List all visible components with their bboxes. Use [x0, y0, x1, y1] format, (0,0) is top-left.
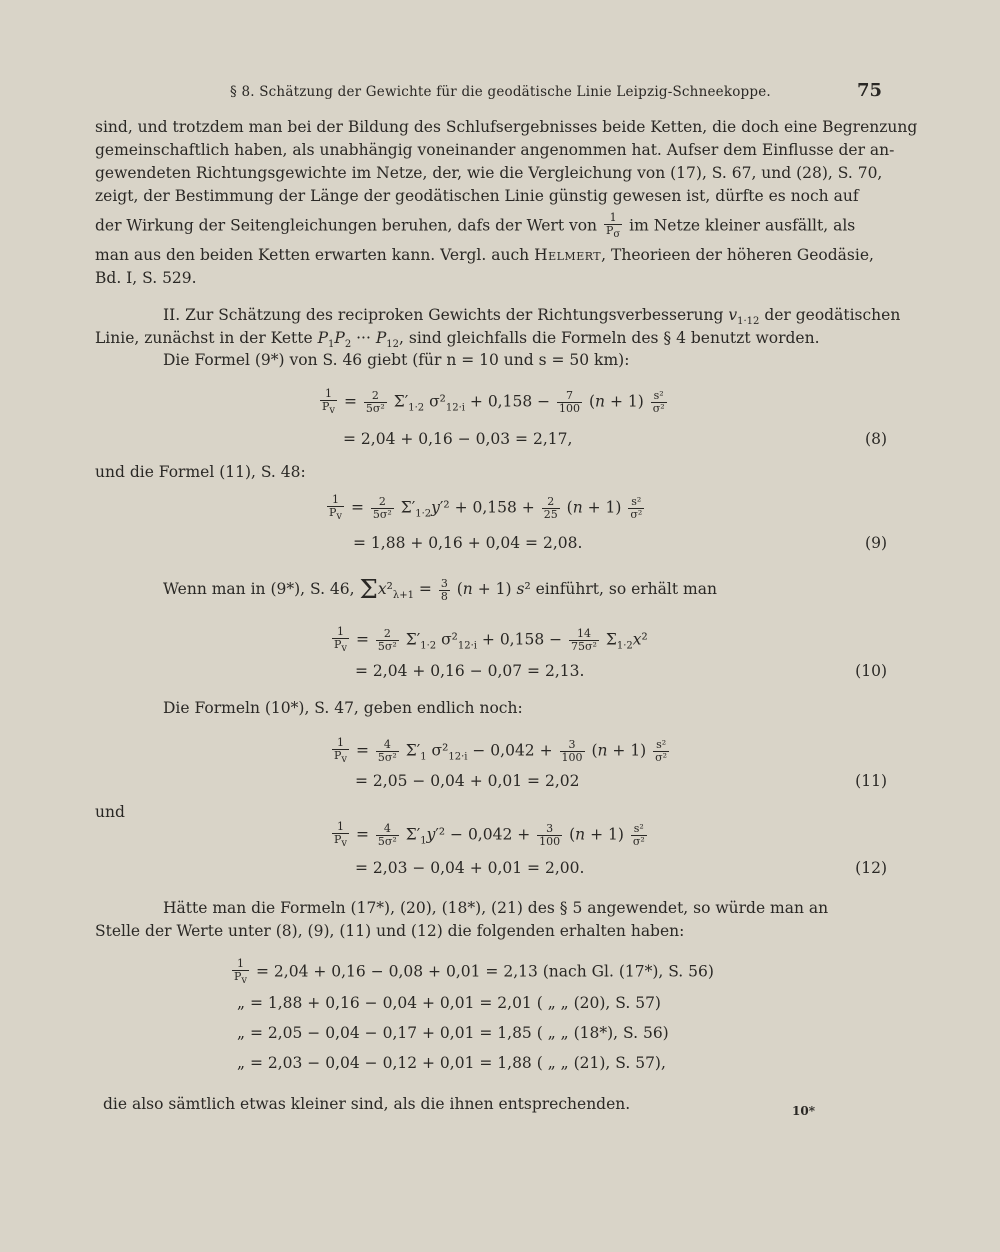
text-formeln-10: Die Formeln (10*), S. 47, geben endlich noch: — [163, 699, 523, 717]
para2-line2: Linie, zunächst in der Kette $P_1P_2$ ··· $P_{12}$, sind gleichfalls die Formeln des § 4 benutzt worden. — [95, 329, 820, 351]
para1-line2: gemeinschaftlich haben, als unabhängig voneinander angenommen hat. Aufser dem Einflusse der an- — [95, 141, 895, 159]
fraction-1-over-P-sigma: $\frac{1}{P_\sigma}$ — [605, 211, 621, 241]
para2-line2-b: , sind gleichfalls die Formeln des § 4 benutzt worden. — [399, 329, 820, 347]
para3-line1: Hätte man die Formeln (17*), (20), (18*), (21) des § 5 angewendet, so würde man an — [163, 899, 829, 917]
eq8-line2: = 2,04 + 0,16 − 0,03 = 2,17, — [343, 430, 573, 448]
para1-line5 — [95, 212, 855, 241]
wenn-line: Wenn man in (9*), S. 46, $\Sigma x^2_{\lambda+1}$ = $\frac{3}{8}$ (n + 1) s² einführt, so erhält man — [163, 575, 717, 605]
para2-line1-b: der geodätischen — [764, 306, 901, 324]
eq10-line1: $\frac{1}{P_v}$ = $\frac{2}{\text{5σ²}}$ $\Sigma'_{1\cdot 2}$ $\sigma^2_{12\cdot i} + 0,158$ − $\frac{14}{\text{75σ²}}$ $\Sigma_{1\cdot 2}x^2$ — [334, 625, 648, 655]
eq10-number: (10) — [855, 662, 887, 680]
eq9-line2: = 1,88 + 0,16 + 0,04 = 2,08. — [353, 534, 583, 552]
eq8-number: (8) — [865, 430, 887, 448]
author-helmert: Helmert — [534, 246, 602, 264]
eq10-line2: = 2,04 + 0,16 − 0,07 = 2,13. — [355, 662, 585, 680]
para1-line4: zeigt, der Bestimmung der Länge der geodätischen Linie günstig gewesen ist, dürfte es noch auf — [95, 187, 859, 205]
result-row-4: „ = 2,03 − 0,04 − 0,12 + 0,01 = 1,88 ( „ „ (21), S. 57), — [237, 1054, 666, 1072]
para1-line3: gewendeten Richtungsgewichte im Netze, der, wie die Vergleichung von (17), S. 67, und (28), S. 70, — [95, 164, 883, 182]
eq11-line1: $\frac{1}{P_v}$ = $\frac{4}{\text{5σ²}}$ $\Sigma'_1$ $\sigma^2_{12\cdot i} - 0,042$ + $\frac{3}{100}$ (n + 1) $\frac{\text{s²}}{\text{σ²}}$ — [334, 736, 668, 766]
para1-line6 — [95, 246, 874, 264]
para1-line5-a: der Wirkung der Seitengleichungen beruhen, dafs der Wert von — [95, 216, 598, 235]
para1-line6-a: man aus den beiden Ketten erwarten kann. Vergl. auch — [95, 246, 530, 264]
text-und: und — [95, 803, 125, 821]
signature-mark: 10* — [792, 1104, 815, 1118]
eq12-line2: = 2,03 − 0,04 + 0,01 = 2,00. — [355, 859, 585, 877]
para1-line5-b: im Netze kleiner ausfällt, als — [629, 216, 856, 235]
para1-line1: sind, und trotzdem man bei der Bildung des Schlufsergebnisses beide Ketten, die doch eine Begrenzung — [95, 118, 918, 136]
para3-line2: Stelle der Werte unter (8), (9), (11) und (12) die folgenden erhalten haben: — [95, 922, 685, 940]
running-title: § 8. Schätzung der Gewichte für die geodätische Linie Leipzig-Schneekoppe. — [230, 84, 771, 100]
result-row-2: „ = 1,88 + 0,16 − 0,04 + 0,01 = 2,01 ( „ „ (20), S. 57) — [237, 994, 661, 1012]
para2-line2-a: Linie, zunächst in der Kette — [95, 329, 313, 347]
para2-line3: Die Formel (9*) von S. 46 giebt (für n = 10 und s = 50 km): — [163, 351, 630, 369]
eq9-number: (9) — [865, 534, 887, 552]
eq12-line1: $\frac{1}{P_v}$ = $\frac{4}{\text{5σ²}}$ $\Sigma'_1y'^2 - 0,042$ + $\frac{3}{100}$ (n + 1) $\frac{\text{s²}}{\text{σ²}}$ — [334, 820, 645, 850]
eq12-number: (12) — [855, 859, 887, 877]
wenn-a: Wenn man in (9*), S. 46, — [163, 580, 355, 598]
para1-line6-b: , Theorieen der höheren Geodäsie, — [601, 246, 874, 264]
para2-line1-a: II. Zur Schätzung des reciproken Gewichts der Richtungsverbesserung — [163, 306, 724, 324]
eq11-number: (11) — [855, 772, 887, 790]
closing-line: die also sämtlich etwas kleiner sind, als die ihnen entsprechenden. — [103, 1095, 631, 1113]
eq11-line2: = 2,05 − 0,04 + 0,01 = 2,02 — [355, 772, 580, 790]
result-row-1: $\frac{1}{P_v}$ = 2,04 + 0,16 − 0,08 + 0,01 = 2,13 (nach Gl. (17*), S. 56) — [234, 957, 714, 987]
text-formel-11: und die Formel (11), S. 48: — [95, 463, 306, 481]
sum-symbol: Σ — [359, 575, 378, 605]
eq8-line1: $\frac{1}{P_v}$ = $\frac{2}{\text{5σ²}}$ $\Sigma'_{1\cdot 2}$ $\sigma^2_{12\cdot i} + 0,158$ − $\frac{7}{100}$ (n + 1) $\frac{\text{s²}}{\text{σ²}}$ — [322, 387, 665, 417]
page-number: 75 — [856, 80, 882, 101]
wenn-b: einführt, so erhält man — [535, 580, 717, 598]
result-row-3: „ = 2,05 − 0,04 − 0,17 + 0,01 = 1,85 ( „ „ (18*), S. 56) — [237, 1024, 669, 1042]
para2-line1: II. Zur Schätzung des reciproken Gewichts der Richtungsverbesserung $v_{1\cdot 12}$ der geodätischen — [163, 306, 901, 328]
para1-line7: Bd. I, S. 529. — [95, 269, 197, 287]
eq9-line1: $\frac{1}{P_v}$ = $\frac{2}{\text{5σ²}}$ $\Sigma'_{1\cdot 2}y'^2 + 0,158$ + $\frac{2}{25}$ (n + 1) $\frac{\text{s²}}{\text{σ²}}$ — [329, 493, 643, 523]
symbol-v1-12: v — [728, 306, 738, 324]
